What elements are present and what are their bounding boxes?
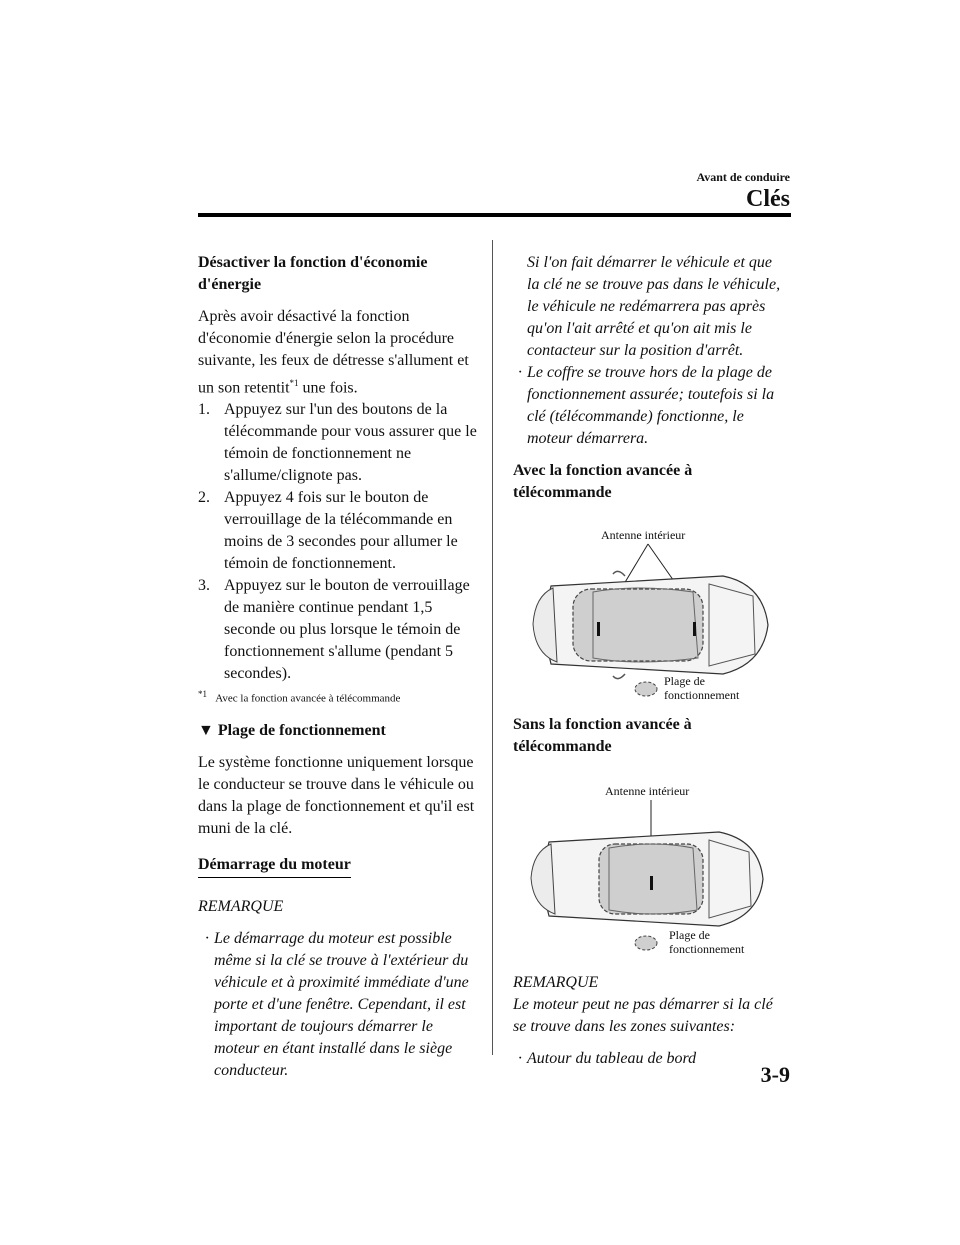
range-paragraph: Le système fonctionne uniquement lorsque le conducteur se trouve dans le véhicule ou dans la plage de fonctionnement et qu'il est muni de la clé. [198, 753, 475, 837]
range-label [669, 928, 744, 956]
diagram-without-function [513, 758, 788, 970]
right-column [513, 252, 788, 1070]
footnote-mark: *1 [198, 689, 207, 700]
range-heading: ▼ Plage de fonctionnement [198, 721, 386, 739]
note-label: REMARQUE [198, 897, 284, 915]
step-number: 3. [198, 577, 210, 595]
start-heading: Démarrage du moteur [198, 854, 351, 878]
continued-note: Si l'on fait démarrer le véhicule et que la clé ne se trouve pas dans le véhicule, le véhicule ne redémarrera pas après qu'on l'ait arrêté et qu'on ait mis le contacteur sur la position d'arrêt. [527, 254, 781, 359]
note-label: REMARQUE [513, 974, 599, 991]
intro-text-end: une fois. [298, 379, 358, 397]
note-text: Le moteur peut ne pas démarrer si la clé se trouve dans les zones suivantes: [513, 996, 773, 1035]
car-top-view-icon [513, 504, 788, 716]
footnote-text: Avec la fonction avancée à télécommande [215, 692, 401, 705]
antenna-label: Antenne intérieur [601, 528, 686, 542]
step-number: 2. [198, 489, 210, 507]
footnote [198, 687, 478, 706]
note-bullet-text: Autour du tableau de bord [527, 1050, 697, 1067]
bullet-dot-icon: · [205, 929, 209, 947]
left-column [198, 252, 478, 1082]
note-bullet-text: Le démarrage du moteur est possible même si la clé se trouve à l'extérieur du véhicule et à proximité immédiate d'une porte et d'une fenêtre. Cependant, il est important de toujours démarrer le moteur en étant installé dans le siège conducteur. [214, 929, 469, 1079]
note-bullet [513, 362, 788, 450]
step-text: Appuyez sur le bouton de verrouillage de manière continue pendant 1,5 seconde ou plus lorsque le témoin de fonctionnement s'allume (pendant 5 secondes). [224, 577, 470, 683]
step-text: Appuyez sur l'un des boutons de la télécommande pour vous assurer que le témoin de fonctionnement ne s'allume/clignote pas. [224, 401, 477, 485]
step-text: Appuyez 4 fois sur le bouton de verrouillage de la télécommande en moins de 3 secondes pour allumer le témoin de fonctionnement. [224, 489, 458, 573]
section-heading: Désactiver la fonction d'économie d'énergie [198, 254, 428, 293]
page-number: 3-9 [760, 1062, 790, 1087]
intro-paragraph [198, 306, 478, 399]
with-function-heading: Avec la fonction avancée à télécommande [513, 462, 693, 501]
step-item [198, 575, 478, 685]
step-item [198, 487, 478, 575]
steps-list [198, 399, 478, 685]
chapter-title: Clés [746, 186, 790, 212]
bullet-dot-icon: · [518, 1050, 522, 1067]
note-bullet-text: Le coffre se trouve hors de la plage de fonctionnement assurée; toutefois si la clé (télécommande) fonctionne, le moteur démarrera. [527, 364, 775, 447]
footnote-ref: *1 [289, 378, 299, 388]
antenna-label: Antenne intérieur [605, 784, 690, 798]
step-number: 1. [198, 401, 210, 419]
header-rule [198, 213, 791, 217]
car-top-view-icon [513, 758, 788, 970]
diagram-with-function [513, 504, 788, 716]
section-title: Avant de conduire [696, 170, 790, 184]
step-item [198, 399, 478, 487]
column-divider [492, 240, 493, 1055]
note-bullet [198, 928, 478, 1082]
range-label-line1: Plage de [669, 928, 710, 942]
range-label-line1: Plage de [664, 674, 705, 688]
intro-text: Après avoir désactivé la fonction d'économie d'énergie selon la procédure suivante, les feux de détresse s'allument et un son retentit [198, 308, 469, 397]
range-label-line2: fonctionnement [664, 688, 740, 702]
range-label-line2: fonctionnement [669, 942, 745, 956]
range-label [664, 674, 739, 702]
note-bullet [513, 1048, 788, 1070]
bullet-dot-icon: · [518, 364, 522, 381]
without-function-heading: Sans la fonction avancée à télécommande [513, 716, 692, 755]
